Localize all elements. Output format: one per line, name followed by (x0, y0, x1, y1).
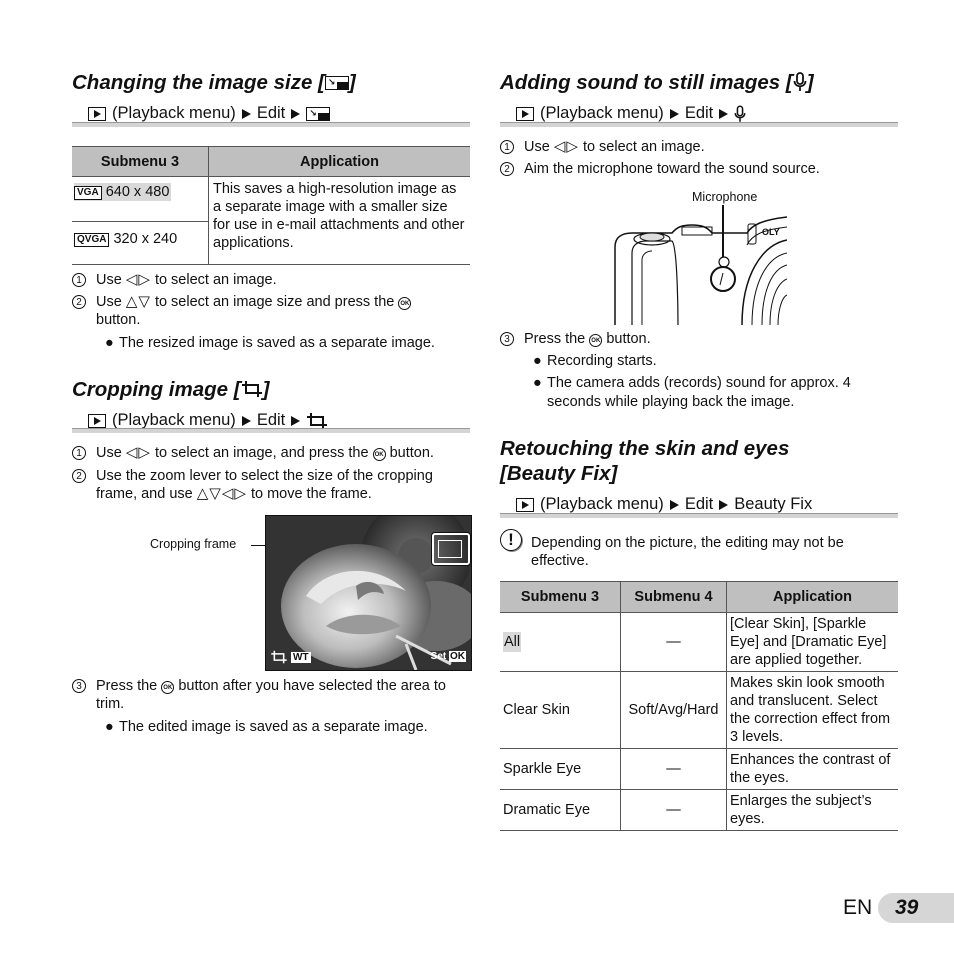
table-header: Submenu 3 (500, 582, 621, 613)
microphone-icon (734, 105, 746, 123)
crop-title: Cropping image [ ] (72, 378, 270, 401)
table-cell: [Clear Skin], [Sparkle Eye] and [Dramatic Eye] are applied together. (727, 613, 899, 672)
arrow-right-icon (670, 109, 679, 119)
qvga-icon: QVGA (74, 233, 109, 247)
page-number: 39 (895, 896, 919, 919)
arrow-right-icon (291, 416, 300, 426)
table-cell: Enhances the contrast of the eyes. (727, 749, 899, 790)
ok-button-icon: OK (161, 681, 174, 694)
up-down-arrows-icon: △▽ (125, 293, 151, 310)
crop-step-3: 3 Press the OK button after you have selected the area to trim. (72, 677, 472, 713)
vga-option: VGA 640 x 480 (74, 183, 171, 201)
divider (72, 122, 470, 127)
left-right-arrows-icon: ◁▷ (125, 444, 151, 461)
resize-title: Changing the image size [ ↘ ] (72, 71, 356, 94)
ok-button-icon: OK (373, 448, 386, 461)
table-cell: Clear Skin (500, 672, 621, 749)
table-header: Application (209, 147, 471, 177)
crop-step-2: 2 Use the zoom lever to select the size of the cropping frame, and use △▽◁▷ to move the frame. (72, 467, 472, 503)
playback-icon (516, 498, 534, 512)
cropping-frame-label: Cropping frame (150, 537, 237, 551)
ok-button-icon: OK (398, 297, 411, 310)
playback-icon (88, 414, 106, 428)
table-cell: Enlarges the subject’s eyes. (727, 790, 899, 831)
resize-menu-path: (Playback menu) Edit ↘ (88, 104, 330, 123)
arrow-right-icon (719, 109, 728, 119)
sound-title: Adding sound to still images [ ] (500, 71, 814, 94)
sound-menu-path: (Playback menu) Edit (516, 104, 746, 123)
cropping-frame (432, 533, 470, 565)
language-label: EN (843, 896, 873, 919)
resize-icon: ↘ (306, 107, 330, 121)
table-header: Application (727, 582, 899, 613)
resize-table (72, 146, 470, 265)
microphone-icon (793, 72, 807, 92)
table-cell: This saves a high-resolution image as a separate image with a smaller size for use in e-mail attachments and other applications. (209, 177, 471, 265)
playback-icon (88, 107, 106, 121)
camera-brand-text: OLY (762, 227, 780, 237)
table-cell (72, 177, 209, 222)
table-cell: Makes skin look smooth and translucent. Select the correction effect from 3 levels. (727, 672, 899, 749)
playback-icon (516, 107, 534, 121)
table-header: Submenu 4 (621, 582, 727, 613)
resize-step-1: 1 Use ◁▷ to select an image. (72, 271, 472, 289)
crop-icon (306, 412, 328, 430)
arrow-right-icon (242, 416, 251, 426)
zoom-indicator (270, 650, 311, 664)
table-row (500, 613, 898, 672)
crop-step-1: 1 Use ◁▷ to select an image, and press the OK button. (72, 444, 472, 462)
table-cell: Sparkle Eye (500, 749, 621, 790)
table-row (500, 790, 898, 831)
table-row (500, 672, 898, 749)
table-header: Submenu 3 (72, 147, 209, 177)
sound-bullet-1: ● Recording starts. (533, 353, 657, 369)
camera-illustration (612, 205, 787, 325)
sound-bullet-2: ● The camera adds (records) sound for approx. 4 seconds while playing back the image. (533, 375, 851, 410)
beauty-table (500, 581, 898, 831)
ok-button-icon: OK (589, 334, 602, 347)
sound-step-3: 3 Press the OK button. (500, 330, 900, 348)
set-ok-indicator: Set OK (430, 651, 465, 662)
arrow-right-icon (670, 500, 679, 510)
resize-icon: ↘ (325, 76, 349, 90)
table-row (500, 749, 898, 790)
resize-step-2: 2 Use △▽ to select an image size and press the OK button. (72, 293, 472, 329)
left-right-arrows-icon: ◁▷ (553, 138, 579, 155)
crop-bullet: ● The edited image is saved as a separate image. (105, 719, 428, 735)
arrow-right-icon (291, 109, 300, 119)
zoom-wt-badge: WT (293, 651, 309, 663)
divider (72, 428, 470, 433)
sound-step-1: 1 Use ◁▷ to select an image. (500, 138, 900, 156)
vga-icon: VGA (74, 186, 102, 200)
caution-icon: ! (500, 529, 522, 551)
beauty-menu-path: (Playback menu) Edit Beauty Fix (516, 495, 812, 514)
crop-icon (270, 650, 288, 664)
divider (500, 122, 898, 127)
sound-step-2: 2 Aim the microphone toward the sound source. (500, 160, 900, 178)
divider (500, 513, 898, 518)
microphone-label: Microphone (692, 190, 758, 204)
table-cell: QVGA 320 x 240 (72, 222, 209, 265)
table-cell: Soft/Avg/Hard (621, 672, 727, 749)
beauty-note: Depending on the picture, the editing may not be effective. (531, 535, 844, 569)
arrow-right-icon (242, 109, 251, 119)
crop-menu-path: (Playback menu) Edit (88, 411, 328, 430)
direction-arrows-icon: △▽◁▷ (196, 485, 247, 502)
table-cell: — (621, 790, 727, 831)
crop-icon (241, 380, 263, 398)
left-right-arrows-icon: ◁▷ (125, 271, 151, 288)
table-cell: Dramatic Eye (500, 790, 621, 831)
table-cell: — (621, 749, 727, 790)
arrow-right-icon (719, 500, 728, 510)
camera-screen-image (265, 515, 472, 671)
resize-bullet: ● The resized image is saved as a separate image. (105, 335, 435, 351)
table-cell: — (621, 613, 727, 672)
beauty-title: Retouching the skin and eyes [Beauty Fix] (500, 437, 790, 485)
table-cell: All (500, 613, 621, 672)
